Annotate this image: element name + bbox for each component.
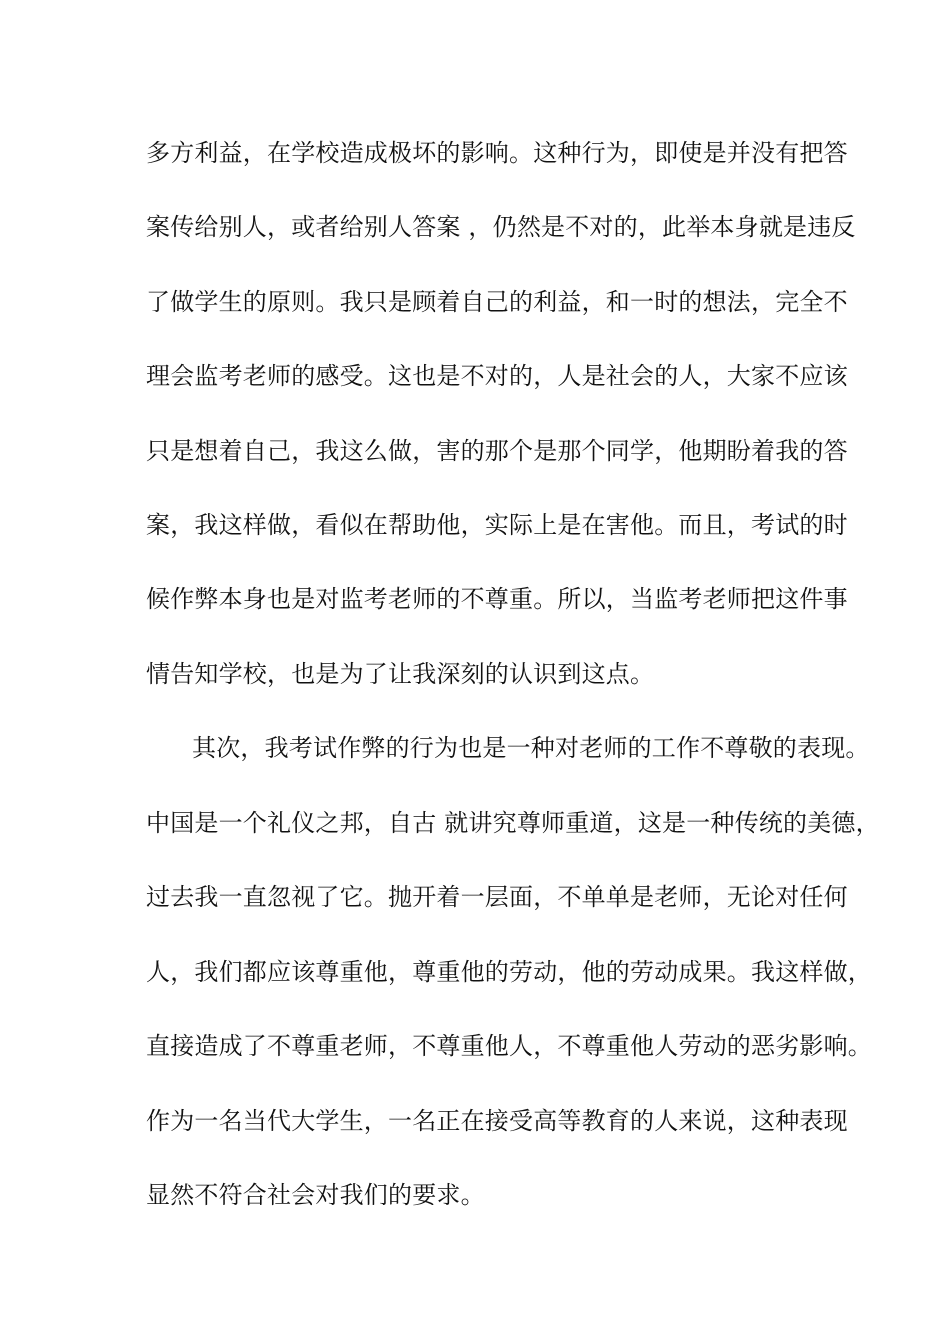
text-line-8: 情告知学校，也是为了让我深刻的认识到这点。 bbox=[146, 660, 655, 688]
text-line-14: 作为一名当代大学生，一名正在接受高等教育的人来说，这种表现 bbox=[146, 1107, 848, 1135]
text-line-5: 只是想着自己，我这么做，害的那个是那个同学，他期盼着我的答 bbox=[146, 437, 848, 465]
text-line-7: 候作弊本身也是对监考老师的不尊重。所以，当监考老师把这件事 bbox=[146, 585, 848, 613]
text-line-10: 中国是一个礼仪之邦，自古 就讲究尊师重道，这是一种传统的美德， bbox=[146, 809, 880, 837]
paragraph-start-line: 其次，我考试作弊的行为也是一种对老师的工作不尊敬的表现。 bbox=[192, 734, 870, 762]
text-line-2: 案传给别人，或者给别人答案 ，仍然是不对的，此举本身就是违反 bbox=[146, 213, 856, 241]
text-line-1: 多方利益，在学校造成极坏的影响。这种行为，即使是并没有把答 bbox=[146, 139, 848, 167]
text-line-11: 过去我一直忽视了它。抛开着一层面，不单单是老师，无论对任何 bbox=[146, 883, 848, 911]
text-line-12: 人，我们都应该尊重他，尊重他的劳动，他的劳动成果。我这样做， bbox=[146, 958, 872, 986]
text-line-3: 了做学生的原则。我只是顾着自己的利益，和一时的想法，完全不 bbox=[146, 288, 848, 316]
text-line-13: 直接造成了不尊重老师，不尊重他人，不尊重他人劳动的恶劣影响。 bbox=[146, 1032, 872, 1060]
text-line-6: 案，我这样做，看似在帮助他，实际上是在害他。而且，考试的时 bbox=[146, 511, 848, 539]
text-line-15: 显然不符合社会对我们的要求。 bbox=[146, 1181, 485, 1209]
text-line-4: 理会监考老师的感受。这也是不对的，人是社会的人，大家不应该 bbox=[146, 362, 848, 390]
